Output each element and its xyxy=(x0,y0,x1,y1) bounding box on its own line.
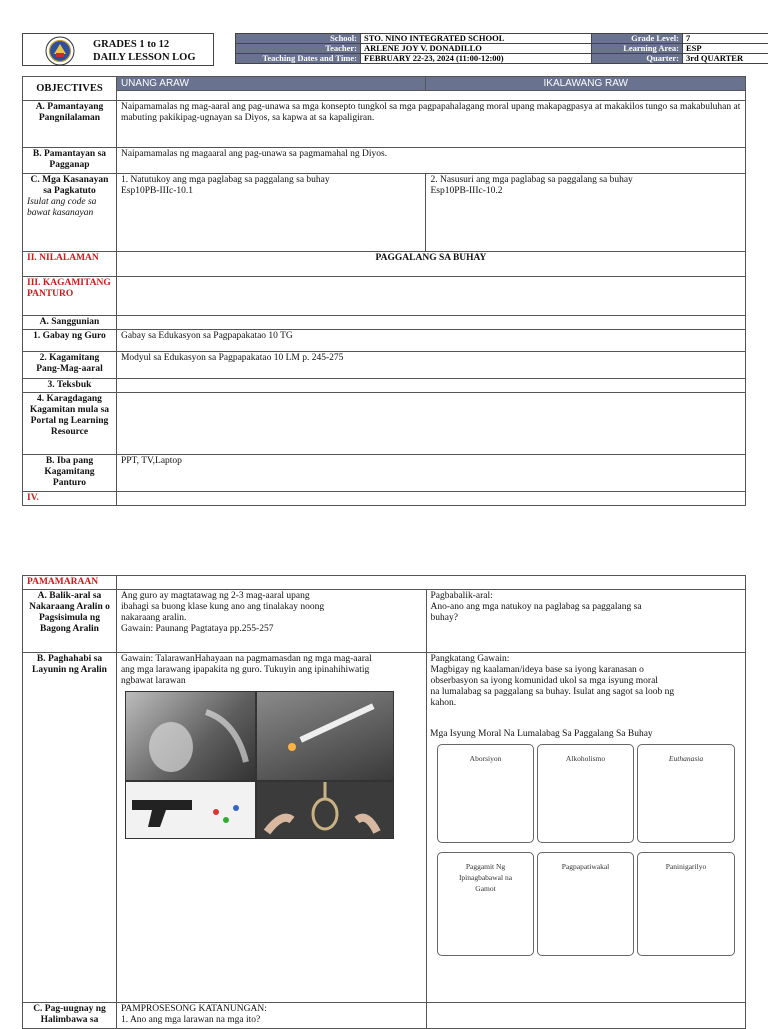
pag-uugnay-day1 xyxy=(116,1003,426,1029)
kasanayan-label: C. Mga Kasanayan sa Pagkatuto xyxy=(27,175,112,197)
grade-level-label: Grade Level: xyxy=(592,34,683,44)
title-line-2: DAILY LESSON LOG xyxy=(93,51,196,64)
learning-area-label: Learning Area: xyxy=(592,44,683,54)
balik-aral-day1-line3: nakaraang aralin. xyxy=(121,613,422,624)
title-line-1: GRADES 1 to 12 xyxy=(93,38,196,51)
day1-heading: UNANG ARAW xyxy=(116,77,426,91)
balik-aral-day1-line4: Gawain: Paunang Pagtataya pp.255-257 xyxy=(121,624,422,635)
gabay-ng-guro-text: Gabay sa Edukasyon sa Pagpapakatao 10 TG xyxy=(116,330,745,352)
teacher-value: ARLENE JOY V. DONADILLO xyxy=(361,44,592,54)
row-label-kagamitang-pang-mag-aaral: 2. Kagamitang Pang-Mag-aaral xyxy=(23,352,117,379)
kasanayan-day2 xyxy=(426,174,746,252)
paghahabi-day2-line2: Magbigay ng kaalaman/ideya base sa iyong karanasan o xyxy=(431,665,742,676)
kasanayan-day1-line1: 1. Natutukoy ang mga paglabag sa paggalang sa buhay xyxy=(121,175,422,186)
row-label-nilalaman: II. NILALAMAN xyxy=(23,252,117,277)
pag-uugnay-day1-line2: 1. Ano ang mga larawan na mga ito? xyxy=(121,1015,422,1026)
objectives-table xyxy=(22,76,746,506)
header-meta-table xyxy=(235,33,768,64)
row-label-pamantayang-pangnilalaman: A. Pamantayang Pangnilalaman xyxy=(23,101,117,148)
issues-title: Mga Isyung Moral Na Lumalabag Sa Paggalang Sa Buhay xyxy=(430,729,653,739)
lesson-log-header xyxy=(22,33,744,67)
photo-alcohol-glass xyxy=(125,691,256,781)
pamantayan-sa-pagganap-text: Naipamamalas ng magaaral ang pag-unawa sa pagmamahal ng Diyos. xyxy=(116,148,745,174)
deped-seal-icon xyxy=(45,36,75,66)
photo-collage xyxy=(125,691,422,837)
row-label-kagamitang-panturo: III. KAGAMITANG PANTURO xyxy=(23,277,117,316)
objectives-heading: OBJECTIVES xyxy=(23,77,117,101)
row-label-gabay-ng-guro: 1. Gabay ng Guro xyxy=(23,330,117,352)
paghahabi-day1-line3: ngbawat larawan xyxy=(121,676,422,687)
row-label-iv: IV. xyxy=(23,492,117,506)
header-title xyxy=(93,38,196,64)
nilalaman-text: PAGGALANG SA BUHAY xyxy=(116,252,745,277)
issue-box-alkoholismo: Alkoholismo xyxy=(537,744,634,843)
kagamitang-pang-mag-aaral-text: Modyul sa Edukasyon sa Pagpapakatao 10 LM p. 245-275 xyxy=(116,352,745,379)
quarter-value: 3rd QUARTER xyxy=(683,54,768,64)
row-label-sanggunian: A. Sanggunian xyxy=(23,316,117,330)
kasanayan-day1-line2: Esp10PB-IIIc-10.1 xyxy=(121,186,422,197)
balik-aral-day1-line2: ibahagi sa buong klase kung ano ang tinalakay noong xyxy=(121,602,422,613)
procedures-heading: PAMAMARAAN xyxy=(23,576,117,590)
kasanayan-day2-line1: 2. Nasusuri ang mga paglabag sa paggalang sa buhay xyxy=(430,175,741,186)
header-title-box xyxy=(22,33,214,66)
balik-aral-day2 xyxy=(426,590,746,653)
row-label-balik-aral: A. Balik-aral sa Nakaraang Aralin o Pagsisimula ng Bagong Aralin xyxy=(23,590,117,653)
grade-level-value: 7 xyxy=(683,34,768,44)
issue-box-gamot: Paggamit Ng Ipinagbabawal na Gamot xyxy=(437,852,534,956)
row-label-iba-pang-kagamitan: B. Iba pang Kagamitang Panturo xyxy=(23,455,117,492)
pag-uugnay-day1-line1: PAMPROSESONG KATANUNGAN: xyxy=(121,1004,422,1015)
photo-gun-pills xyxy=(125,781,256,839)
school-label: School: xyxy=(236,34,361,44)
row-label-karagdagang-kagamitan: 4. Karagdagang Kagamitan mula sa Portal ng Learning Resource xyxy=(23,393,117,455)
issue-box-aborsiyon: Aborsiyon xyxy=(437,744,534,843)
paghahabi-day2-line4: na lumalabag sa paggalang sa buhay. Isulat ang sagot sa loob ng xyxy=(431,687,742,698)
row-label-kasanayan xyxy=(23,174,117,252)
iba-pang-kagamitan-text: PPT, TV,Laptop xyxy=(116,455,745,492)
teaching-dates-value: FEBRUARY 22-23, 2024 (11:00-12:00) xyxy=(361,54,592,64)
balik-aral-day1 xyxy=(116,590,426,653)
kasanayan-note: Isulat ang code sa bawat kasanayan xyxy=(27,197,112,219)
kasanayan-day2-line2: Esp10PB-IIIc-10.2 xyxy=(430,186,741,197)
paghahabi-day2-line1: Pangkatang Gawain: xyxy=(431,654,742,665)
photo-cigarette xyxy=(256,691,394,781)
row-label-pamantayan-sa-pagganap: B. Pamantayan sa Pagganap xyxy=(23,148,117,174)
paghahabi-day2-line3: obserbasyon sa iyong komunidad ukol sa mga isyung moral xyxy=(431,676,742,687)
pamantayang-pangnilalaman-text: Naipamamalas ng mag-aaral ang pag-unawa sa mga konsepto tungkol sa mga pagpapahalagang moral upang makapagpasya at makakilos tungo sa makabuluhan at mabuting pakikipag-ugnayan sa Diyos, sa kapwa at sa kapaligiran. xyxy=(116,101,745,148)
balik-aral-day2-line1: Pagbabalik-aral: xyxy=(431,591,742,602)
paghahabi-day1-line1: Gawain: TalarawanHahayaan na pagmamasdan ng mga mag-aaral xyxy=(121,654,422,665)
balik-aral-day2-line3: buhay? xyxy=(431,613,742,624)
issue-box-pagpapatiwakal: Pagpapatiwakal xyxy=(537,852,634,956)
learning-area-value: ESP xyxy=(683,44,768,54)
row-label-teksbuk: 3. Teksbuk xyxy=(23,379,117,393)
row-label-pag-uugnay: C. Pag-uugnay ng Halimbawa sa xyxy=(23,1003,117,1029)
issue-box-euthanasia: Euthanasia xyxy=(637,744,735,843)
photo-noose xyxy=(256,781,394,839)
paghahabi-day2-line5: kahon. xyxy=(431,698,742,709)
paghahabi-day1-line2: ang mga larawang ipapakita ng guro. Tukuyin ang ipinahihiwatig xyxy=(121,665,422,676)
day2-heading: IKALAWANG RAW xyxy=(426,77,746,91)
teaching-dates-label: Teaching Dates and Time: xyxy=(236,54,361,64)
row-label-paghahabi: B. Paghahabi sa Layunin ng Aralin xyxy=(23,653,117,1003)
balik-aral-day2-line2: Ano-ano ang mga natukoy na paglabag sa paggalang sa xyxy=(431,602,742,613)
kasanayan-day1 xyxy=(116,174,426,252)
quarter-label: Quarter: xyxy=(592,54,683,64)
teacher-label: Teacher: xyxy=(236,44,361,54)
balik-aral-day1-line1: Ang guro ay magtatawag ng 2-3 mag-aaral upang xyxy=(121,591,422,602)
issue-box-paninigarilyo: Paninigarilyo xyxy=(637,852,735,956)
school-value: STO. NINO INTEGRATED SCHOOL xyxy=(361,34,592,44)
